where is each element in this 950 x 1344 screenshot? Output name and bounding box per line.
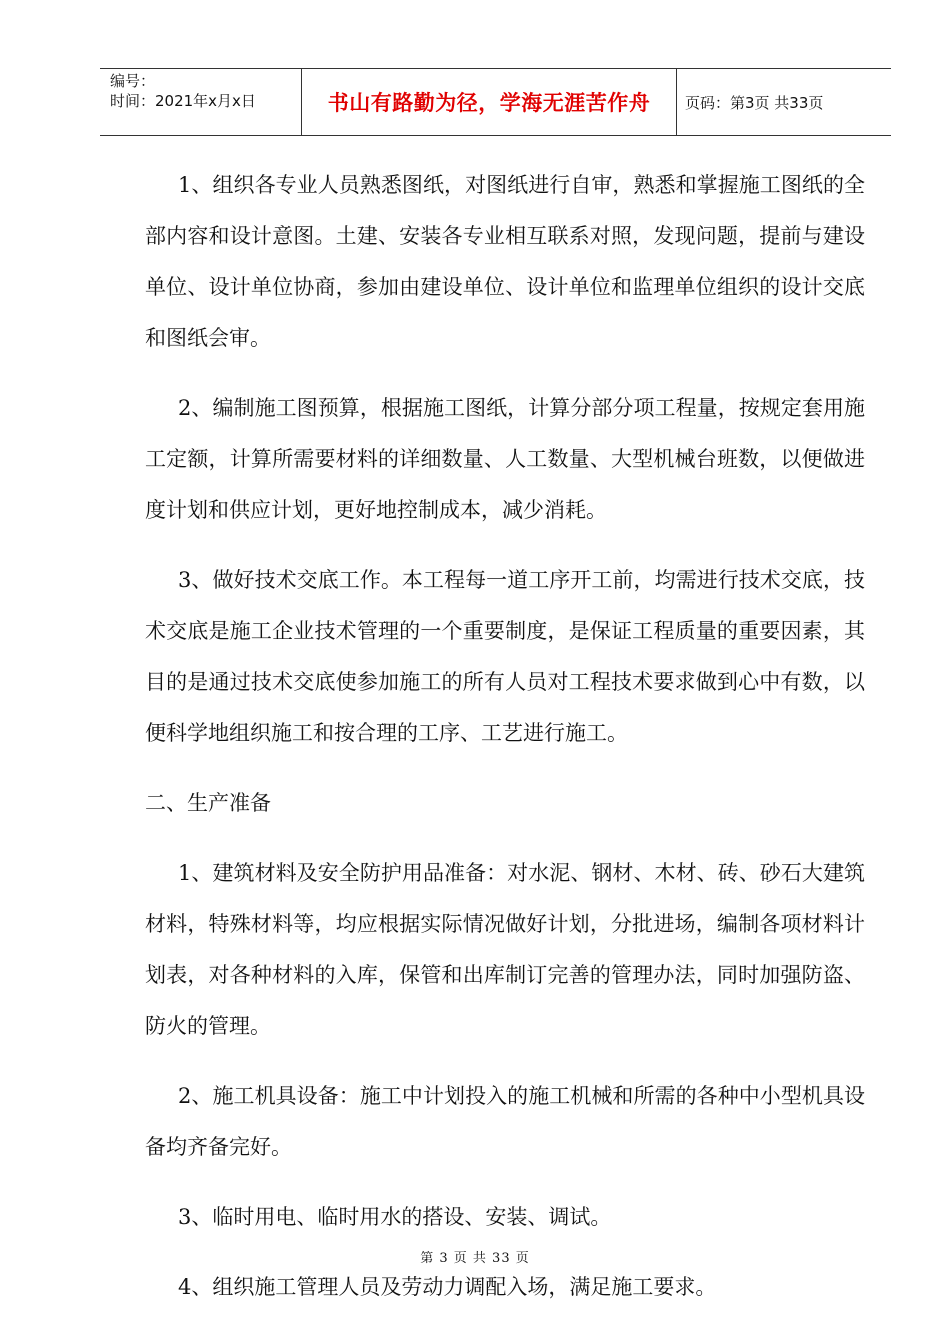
header-meta	[100, 69, 302, 135]
paragraph-1: 1、组织各专业人员熟悉图纸，对图纸进行自审，熟悉和掌握施工图纸的全部内容和设计意图。土建、安装各专业相互联系对照，发现问题，提前与建设单位、设计单位协商，参加由建设单位、设计单位和监理单位组织的设计交底和图纸会审。	[145, 173, 865, 350]
paragraph-3: 3、做好技术交底工作。本工程每一道工序开工前，均需进行技术交底，技术交底是施工企业技术管理的一个重要制度，是保证工程质量的重要因素，其目的是通过技术交底使参加施工的所有人员对工程技术要求做到心中有数，以便科学地组织施工和按合理的工序、工艺进行施工。	[145, 568, 865, 745]
section-paragraph-3: 3、临时用电、临时用水的搭设、安装、调试。	[178, 1205, 612, 1229]
header-page-info: 页码：第3页 共33页	[685, 93, 824, 112]
section-paragraph-4: 4、组织施工管理人员及劳动力调配入场，满足施工要求。	[178, 1275, 717, 1299]
document-time-label: 时间：2021年x月x日	[110, 92, 256, 110]
document-body	[145, 160, 865, 1332]
document-number-label: 编号：	[110, 72, 156, 90]
section-paragraph-2: 2、施工机具设备：施工中计划投入的施工机械和所需的各种中小型机具设备均齐备完好。	[145, 1084, 865, 1159]
page-footer: 第 3 页 共 33 页	[420, 1251, 530, 1266]
header-motto: 书山有路勤为径，学海无涯苦作舟	[302, 69, 677, 135]
paragraph-2: 2、编制施工图预算，根据施工图纸，计算分部分项工程量，按规定套用施工定额，计算所需要材料的详细数量、人工数量、大型机械台班数，以便做进度计划和供应计划，更好地控制成本，减少消耗。	[145, 396, 865, 522]
section-paragraph-1: 1、建筑材料及安全防护用品准备：对水泥、钢材、木材、砖、砂石大建筑材料，特殊材料等，均应根据实际情况做好计划，分批进场，编制各项材料计划表，对各种材料的入库，保管和出库制订完善的管理办法，同时加强防盗、防火的管理。	[145, 861, 865, 1038]
page-header	[100, 68, 891, 136]
section-heading: 二、生产准备	[145, 791, 271, 815]
